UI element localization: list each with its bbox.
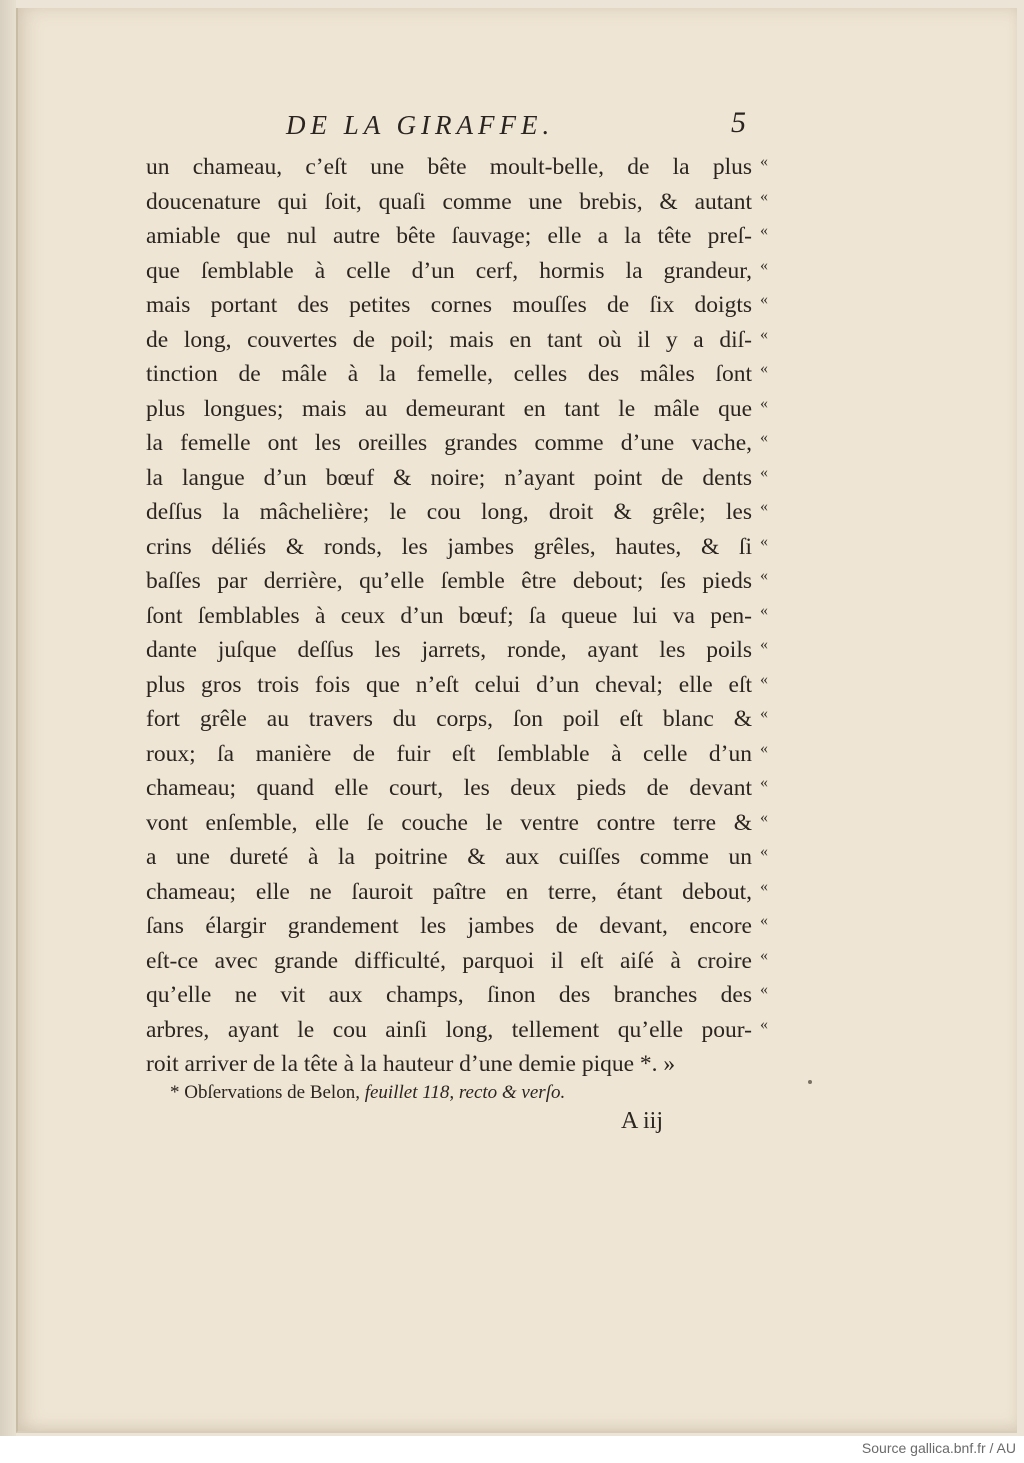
text-line xyxy=(146,288,786,323)
quotation-mark: « xyxy=(760,636,768,653)
text-line xyxy=(146,357,786,392)
line-text: chameau; elle ne ſauroit paître en terre, étant debout, xyxy=(146,878,752,905)
footnote-prefix: * Obſervations de Belon, xyxy=(170,1082,360,1103)
quotation-mark: « xyxy=(760,912,768,929)
text-line xyxy=(146,737,786,772)
book-spine-edge xyxy=(0,0,16,1436)
quotation-mark: « xyxy=(760,601,768,619)
quotation-mark: « xyxy=(760,843,768,860)
line-text: roux; ſa manière de fuir eſt ſemblable à celle d’un xyxy=(146,740,752,767)
text-line xyxy=(146,1047,786,1082)
text-line xyxy=(146,426,786,461)
text-line xyxy=(146,771,786,806)
paper-speck xyxy=(808,1080,812,1084)
quotation-mark: « xyxy=(760,774,768,791)
line-text: plus gros trois fois que n’eſt celui d’un cheval; elle eſt xyxy=(146,671,752,698)
page-header xyxy=(0,104,1024,144)
body-text xyxy=(146,150,786,1082)
line-text: mais portant des petites cornes mouſſes de ſix doigts xyxy=(146,292,752,318)
quotation-mark: « xyxy=(760,877,768,895)
line-text: roit arriver de la tête à la hauteur d’une demie pique *. » xyxy=(146,1051,676,1077)
text-line xyxy=(146,392,786,427)
quotation-mark: « xyxy=(760,153,768,170)
text-line xyxy=(146,840,786,875)
line-text: eſt-ce avec grande difficulté, parquoi il eſt aiſé à croire xyxy=(146,947,752,974)
quotation-mark: « xyxy=(760,325,768,343)
quotation-mark: « xyxy=(760,360,768,377)
line-text: dante juſque deſſus les jarrets, ronde, ayant les poils xyxy=(146,637,752,663)
text-line xyxy=(146,702,786,737)
line-text: amiable que nul autre bête ſauvage; elle a la tête preſ- xyxy=(146,223,752,249)
line-text: vont enſemble, elle ſe couche le ventre contre terre & xyxy=(146,809,752,836)
quotation-mark: « xyxy=(760,498,768,515)
signature-mark: A iij xyxy=(621,1108,664,1134)
text-line xyxy=(146,254,786,289)
line-text: ſont ſemblables à ceux d’un bœuf; ſa queue lui va pen- xyxy=(146,602,752,629)
quotation-mark: « xyxy=(760,222,768,239)
quotation-mark: « xyxy=(760,256,768,274)
line-text: deſſus la mâchelière; le cou long, droit & grêle; les xyxy=(146,499,752,525)
line-text: que ſemblable à celle d’un cerf, hormis la grandeur, xyxy=(146,257,752,284)
text-line xyxy=(146,668,786,703)
line-text: de long, couvertes de poil; mais en tant où il y a diſ- xyxy=(146,326,752,353)
text-line xyxy=(146,564,786,599)
running-head: DE LA GIRAFFE. xyxy=(286,110,555,140)
footnote-reference: feuillet 118, recto & verſo. xyxy=(364,1082,566,1103)
page-number: 5 xyxy=(731,106,746,139)
footnote xyxy=(170,1082,565,1104)
text-line xyxy=(146,185,786,220)
line-text: un chameau, c’eſt une bête moult-belle, de la plus xyxy=(146,154,752,180)
line-text: doucenature qui ſoit, quaſi comme une brebis, & autant xyxy=(146,188,752,215)
quotation-mark: « xyxy=(760,705,768,722)
quotation-mark: « xyxy=(760,429,768,446)
line-text: chameau; quand elle court, les deux pieds de devant xyxy=(146,775,752,801)
line-text: fort grêle au travers du corps, ſon poil eſt blanc & xyxy=(146,706,752,732)
source-credit: Source gallica.bnf.fr / AU xyxy=(861,1440,1016,1456)
quotation-mark: « xyxy=(760,532,768,550)
line-text: plus longues; mais au demeurant en tant le mâle que xyxy=(146,395,752,422)
text-line xyxy=(146,599,786,634)
line-text: la femelle ont les oreilles grandes comme d’une vache, xyxy=(146,430,752,456)
text-line xyxy=(146,1013,786,1048)
text-line xyxy=(146,875,786,910)
quotation-mark: « xyxy=(760,946,768,964)
line-text: qu’elle ne vit aux champs, ſinon des branches des xyxy=(146,982,752,1008)
line-text: ſans élargir grandement les jambes de devant, encore xyxy=(146,913,752,939)
line-text: la langue d’un bœuf & noire; n’ayant point de dents xyxy=(146,464,752,491)
text-line xyxy=(146,806,786,841)
quotation-mark: « xyxy=(760,463,768,481)
text-line xyxy=(146,461,786,496)
quotation-mark: « xyxy=(760,291,768,308)
quotation-mark: « xyxy=(760,981,768,998)
quotation-mark: « xyxy=(760,1015,768,1033)
quotation-mark: « xyxy=(760,187,768,205)
line-text: baſſes par derrière, qu’elle ſemble être debout; ſes pieds xyxy=(146,568,752,594)
quotation-mark: « xyxy=(760,670,768,688)
line-text: crins déliés & ronds, les jambes grêles, hautes, & ſi xyxy=(146,533,752,560)
text-line xyxy=(146,978,786,1013)
line-text: tinction de mâle à la femelle, celles des mâles ſont xyxy=(146,361,752,387)
text-line xyxy=(146,323,786,358)
quotation-mark: « xyxy=(760,394,768,412)
text-line xyxy=(146,944,786,979)
quotation-mark: « xyxy=(760,739,768,757)
text-line xyxy=(146,495,786,530)
line-text: a une dureté à la poitrine & aux cuiſſes comme un xyxy=(146,844,752,870)
text-line xyxy=(146,909,786,944)
quotation-mark: « xyxy=(760,567,768,584)
text-line xyxy=(146,219,786,254)
quotation-mark: « xyxy=(760,808,768,826)
text-line xyxy=(146,530,786,565)
text-line xyxy=(146,633,786,668)
text-line xyxy=(146,150,786,185)
line-text: arbres, ayant le cou ainſi long, tellement qu’elle pour- xyxy=(146,1016,752,1043)
